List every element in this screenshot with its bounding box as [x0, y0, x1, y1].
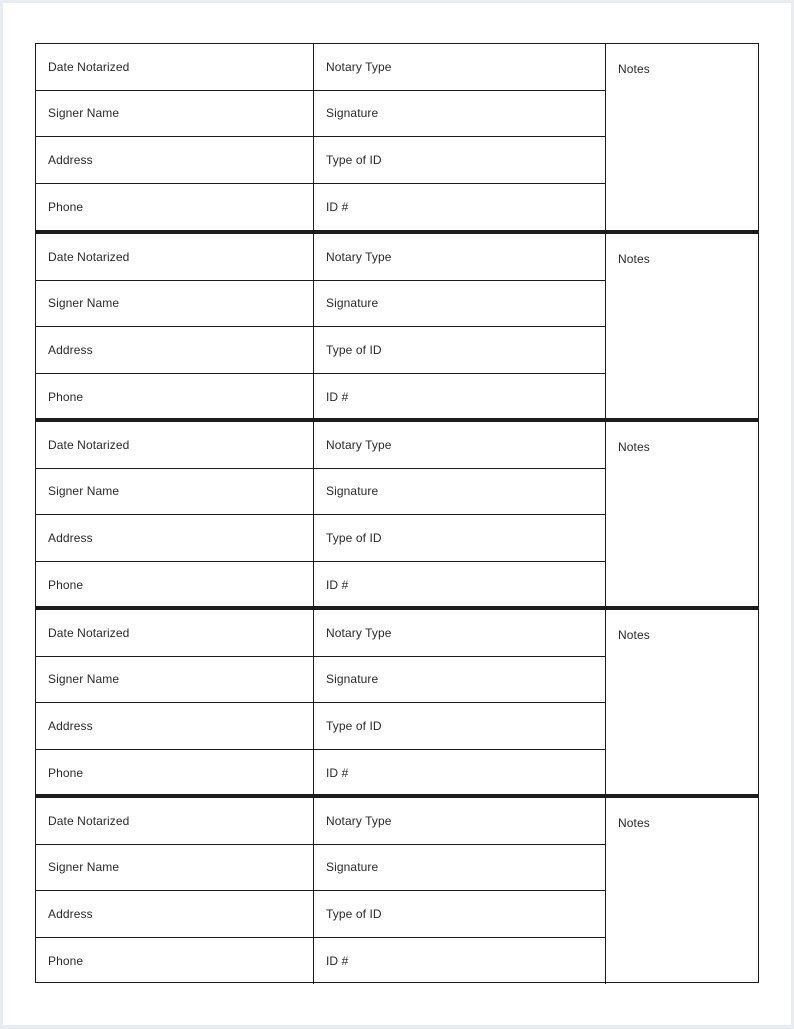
id-type-field[interactable]: Type of ID	[314, 515, 606, 562]
notary-type-field[interactable]: Notary Type	[314, 422, 606, 469]
signature-field[interactable]: Signature	[314, 469, 606, 516]
notary-entry	[35, 795, 759, 983]
id-number-field[interactable]: ID #	[314, 374, 606, 421]
id-type-field[interactable]: Type of ID	[314, 137, 606, 184]
phone-field[interactable]: Phone	[36, 562, 314, 609]
signature-field[interactable]: Signature	[314, 845, 606, 892]
notes-field[interactable]: Notes	[618, 816, 650, 830]
signer-name-field[interactable]: Signer Name	[36, 281, 314, 328]
id-number-field[interactable]: ID #	[314, 562, 606, 609]
phone-field[interactable]: Phone	[36, 938, 314, 985]
notary-entry	[35, 607, 759, 795]
date-notarized-field[interactable]: Date Notarized	[36, 610, 314, 657]
signer-name-field[interactable]: Signer Name	[36, 91, 314, 138]
notary-type-field[interactable]: Notary Type	[314, 44, 606, 91]
signature-field[interactable]: Signature	[314, 657, 606, 704]
id-type-field[interactable]: Type of ID	[314, 891, 606, 938]
date-notarized-field[interactable]: Date Notarized	[36, 44, 314, 91]
signature-field[interactable]: Signature	[314, 281, 606, 328]
signer-name-field[interactable]: Signer Name	[36, 469, 314, 516]
signature-field[interactable]: Signature	[314, 91, 606, 138]
address-field[interactable]: Address	[36, 891, 314, 938]
notes-field[interactable]: Notes	[618, 628, 650, 642]
notary-entry	[35, 419, 759, 607]
id-number-field[interactable]: ID #	[314, 184, 606, 231]
id-number-field[interactable]: ID #	[314, 750, 606, 797]
notary-entry	[35, 43, 759, 231]
notes-field[interactable]: Notes	[618, 62, 650, 76]
document-page	[3, 3, 791, 1025]
phone-field[interactable]: Phone	[36, 750, 314, 797]
notary-type-field[interactable]: Notary Type	[314, 610, 606, 657]
address-field[interactable]: Address	[36, 703, 314, 750]
notes-field[interactable]: Notes	[618, 440, 650, 454]
phone-field[interactable]: Phone	[36, 374, 314, 421]
id-type-field[interactable]: Type of ID	[314, 703, 606, 750]
date-notarized-field[interactable]: Date Notarized	[36, 422, 314, 469]
date-notarized-field[interactable]: Date Notarized	[36, 798, 314, 845]
date-notarized-field[interactable]: Date Notarized	[36, 234, 314, 281]
address-field[interactable]: Address	[36, 137, 314, 184]
notes-field[interactable]: Notes	[618, 252, 650, 266]
signer-name-field[interactable]: Signer Name	[36, 657, 314, 704]
address-field[interactable]: Address	[36, 327, 314, 374]
notary-entry	[35, 231, 759, 419]
notary-type-field[interactable]: Notary Type	[314, 798, 606, 845]
id-number-field[interactable]: ID #	[314, 938, 606, 985]
address-field[interactable]: Address	[36, 515, 314, 562]
notary-log-table	[35, 43, 759, 983]
signer-name-field[interactable]: Signer Name	[36, 845, 314, 892]
notary-type-field[interactable]: Notary Type	[314, 234, 606, 281]
phone-field[interactable]: Phone	[36, 184, 314, 231]
id-type-field[interactable]: Type of ID	[314, 327, 606, 374]
